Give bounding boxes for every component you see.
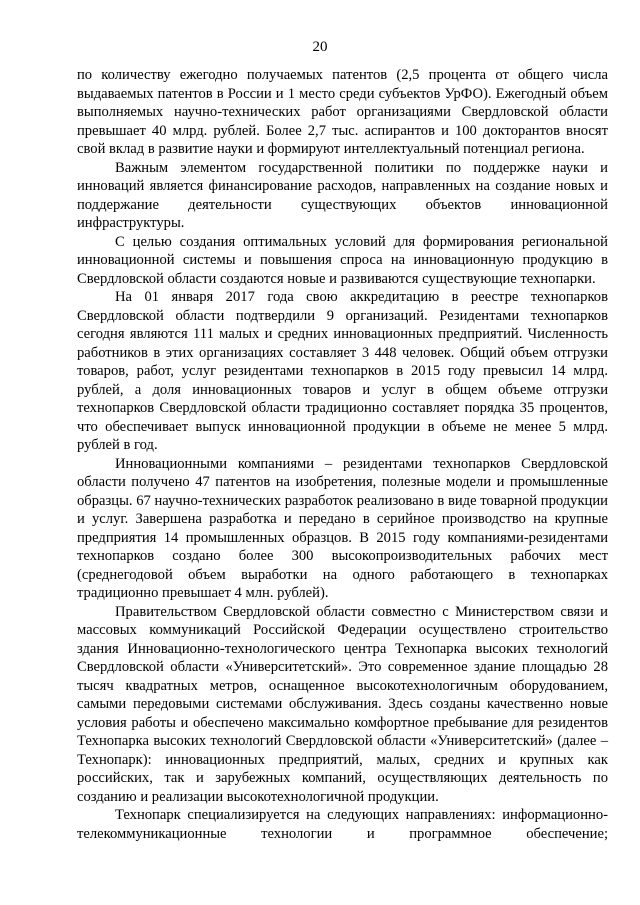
page-number: 20 [312, 39, 328, 55]
paragraph-specialization: Технопарк специализируется на следующих направлениях: информационно-телекоммуникационные технологии и программное обеспечение; [77, 807, 608, 842]
paragraph-innovation-results: Инновационными компаниями – резидентами технопарков Свердловской области получено 47 патентов на изобретения, полезные модели и промышленные образцы. 67 научно-технических разработок реализовано в виде товарной продукции и услуг. Завершена разработка и передано в серийное производство на крупные предприятия 14 промышленных образцов. В 2015 году компаниями-резидентами технопарков создано более 300 высокопроизводительных рабочих мест (среднегодовой объем выработки на одного работающего в технопарках традиционно превышает 4 млн. рублей). [77, 455, 608, 601]
body-text [77, 66, 608, 843]
paragraph-accreditation: На 01 января 2017 года свою аккредитацию в реестре технопарков Свердловской области подтвердили 9 организаций. Резидентами технопарков сегодня являются 111 малых и средних инновационных предприятий. Численность работников в этих организациях составляет 3 448 человек. Общий объем отгрузки товаров, работ, услуг резидентами технопарков в 2015 году превысил 14 млрд. рублей, а доля инновационных товаров и услуг в общем объеме отгрузки технопарков Свердловской области традиционно составляет порядка 35 процентов, что обеспечивает выпуск инновационной продукции в объеме не менее 5 млрд. рублей в год. [77, 289, 608, 453]
paragraph-patents-intro: по количеству ежегодно получаемых патентов (2,5 процента от общего числа выдаваемых патентов в России и 1 место среди субъектов УрФО). Ежегодный объем выполняемых научно-технических работ организациями Свердловской области превышает 40 млрд. рублей. Более 2,7 тыс. аспирантов и 100 докторантов вносят свой вклад в развитие науки и формируют интеллектуальный потенциал региона. [77, 67, 608, 157]
paragraph-university-technopark: Правительством Свердловской области совместно с Министерством связи и массовых коммуникаций Российской Федерации осуществлено строительство здания Инновационно-технологического центра Технопарка высоких технологий Свердловской области «Университетский». Это современное здание площадью 28 тысяч квадратных метров, оснащенное высокотехнологичным оборудованием, самыми передовыми системами обслуживания. Здесь созданы качественно новые условия работы и обеспечено максимально комфортное пребывание для резидентов Технопарка высоких технологий Свердловской области «Университетский» (далее – Технопарк): инновационных предприятий, малых, средних и крупных как российских, так и зарубежных компаний, осуществляющих деятельность по созданию и реализации высокотехнологичной продукции. [77, 603, 608, 805]
paragraph-technoparks-goal: С целью создания оптимальных условий для формирования региональной инновационной системы и повышения спроса на инновационную продукцию в Свердловской области создаются новые и развиваются существующие технопарки. [77, 233, 608, 287]
paragraph-state-policy: Важным элементом государственной политики по поддержке науки и инноваций является финансирование расходов, направленных на создание новых и поддержание деятельности существующих объектов инновационной инфраструктуры. [77, 159, 608, 231]
